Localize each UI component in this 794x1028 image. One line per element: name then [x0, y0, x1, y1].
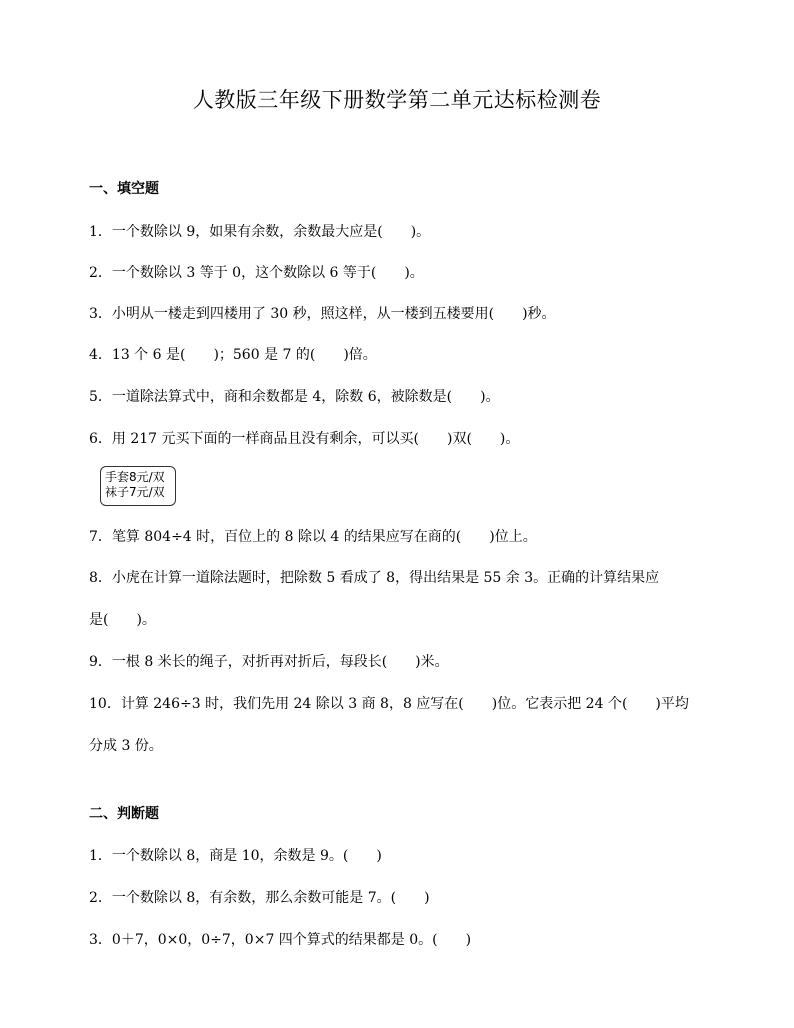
question-3: 3．小明从一楼走到四楼用了 30 秒，照这样，从一楼到五楼要用( )秒。	[89, 306, 556, 322]
question-8-line2: 是( )。	[89, 612, 156, 628]
question-8-line1: 8．小虎在计算一道除法题时，把除数 5 看成了 8，得出结果是 55 余 3。正确的计算结果应	[89, 570, 660, 586]
question-7: 7．笔算 804÷4 时，百位上的 8 除以 4 的结果应写在商的( )位上。	[89, 529, 537, 545]
price-box	[100, 466, 176, 506]
question-4: 4．13 个 6 是( )；560 是 7 的( )倍。	[89, 347, 377, 363]
judge-question-3: 3．0＋7，0×0，0÷7，0×7 四个算式的结果都是 0。( )	[89, 932, 472, 948]
question-10-line2: 分成 3 份。	[89, 738, 163, 754]
section-heading-fill-in: 一、填空题	[89, 181, 159, 197]
question-5: 5．一道除法算式中，商和余数都是 4，除数 6，被除数是( )。	[89, 389, 500, 405]
page-title: 人教版三年级下册数学第二单元达标检测卷	[192, 88, 602, 112]
judge-question-1: 1．一个数除以 8，商是 10，余数是 9。( )	[89, 848, 382, 864]
price-gloves: 手套8元/双	[105, 470, 165, 484]
price-socks: 袜子7元/双	[105, 485, 165, 499]
question-6: 6．用 217 元买下面的一样商品且没有剩余，可以买( )双( )。	[89, 431, 520, 447]
question-10-line1: 10．计算 246÷3 时，我们先用 24 除以 3 商 8，8 应写在( )位。它表示把 24 个( )平均	[89, 696, 689, 712]
question-9: 9．一根 8 米长的绳子，对折再对折后，每段长( )米。	[89, 654, 449, 670]
section-heading-true-false: 二、判断题	[89, 806, 159, 822]
question-1: 1．一个数除以 9，如果有余数，余数最大应是( )。	[89, 224, 431, 240]
question-2: 2．一个数除以 3 等于 0，这个数除以 6 等于( )。	[89, 265, 424, 281]
judge-question-2: 2．一个数除以 8，有余数，那么余数可能是 7。( )	[89, 890, 430, 906]
